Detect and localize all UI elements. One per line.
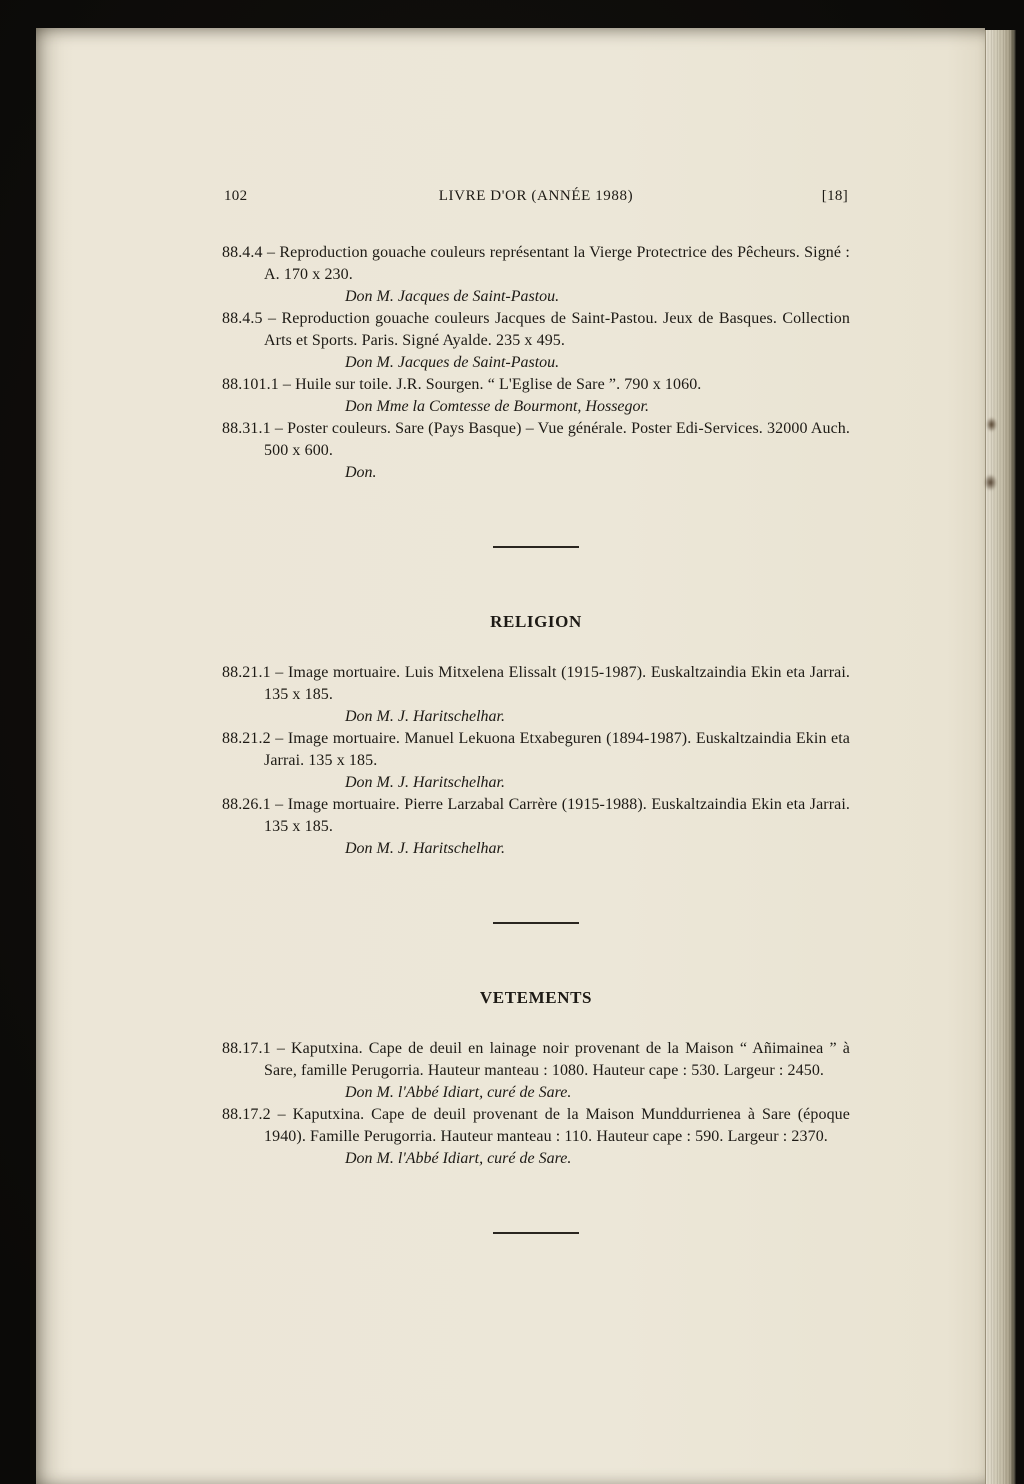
donor-line: Don Mme la Comtesse de Bourmont, Hossegor. xyxy=(345,398,649,415)
stain-mark xyxy=(984,474,997,491)
donor-line: Don. xyxy=(345,464,377,481)
section-divider xyxy=(493,1232,579,1234)
entry-description: Kaputxina. Cape de deuil en lainage noir provenant de la Maison “ Añimainea ” à Sare, famille Perugorria. Hauteur manteau : 1080. Hauteur cape : 530. Largeur : 2450. xyxy=(264,1040,850,1079)
section-heading-vetements: VETEMENTS xyxy=(479,988,593,1007)
entry-dash: – xyxy=(266,244,276,261)
entry-dash: – xyxy=(275,664,284,681)
donor-line: Don M. J. Haritschelhar. xyxy=(345,708,505,725)
catalog-entry xyxy=(222,308,850,352)
stain-mark xyxy=(986,417,997,432)
catalog-entry xyxy=(222,794,850,838)
donor-line: Don M. J. Haritschelhar. xyxy=(345,774,505,791)
running-title: LIVRE D'OR (ANNÉE 1988) xyxy=(438,188,634,204)
catalog-entry xyxy=(222,662,850,706)
entry-dash: – xyxy=(274,420,283,437)
entry-description: Image mortuaire. Manuel Lekuona Etxabeguren (1894-1987). Euskaltzaindia Ekin eta Jarrai. 135 x 185. xyxy=(264,730,850,769)
donor-line: Don M. l'Abbé Idiart, curé de Sare. xyxy=(345,1084,572,1101)
catalog-entry xyxy=(222,374,850,396)
entry-id: 88.21.1 xyxy=(222,664,271,681)
catalog-section-vetements xyxy=(222,1038,850,1170)
catalog-entry xyxy=(222,418,850,462)
entry-dash: – xyxy=(277,1106,286,1123)
entry-dash: – xyxy=(275,796,284,813)
entry-dash: – xyxy=(282,376,292,393)
entry-description: Poster couleurs. Sare (Pays Basque) – Vue générale. Poster Edi-Services. 32000 Auch. 500 x 600. xyxy=(264,420,850,459)
book-page xyxy=(36,28,985,1484)
entry-id: 88.21.2 xyxy=(222,730,271,747)
entry-description: Huile sur toile. J.R. Sourgen. “ L'Eglise de Sare ”. 790 x 1060. xyxy=(295,376,702,393)
section-heading-religion: RELIGION xyxy=(490,612,582,631)
entry-description: Reproduction gouache couleurs représentant la Vierge Protectrice des Pêcheurs. Signé : A. 170 x 230. xyxy=(264,244,850,283)
entry-id: 88.31.1 xyxy=(222,420,271,437)
donor-line: Don M. Jacques de Saint-Pastou. xyxy=(345,288,560,305)
entry-dash: – xyxy=(268,310,277,327)
entry-dash: – xyxy=(276,1040,285,1057)
page-header xyxy=(222,188,850,209)
entry-id: 88.26.1 xyxy=(222,796,271,813)
entry-id: 88.4.4 xyxy=(222,244,263,261)
catalog-section-religion xyxy=(222,662,850,860)
entry-id: 88.17.1 xyxy=(222,1040,271,1057)
entry-description: Kaputxina. Cape de deuil provenant de la Maison Munddurrienea à Sare (époque 1940). Famille Perugorria. Hauteur manteau : 110. Hauteur cape : 590. Largeur : 2370. xyxy=(264,1106,850,1145)
section-divider xyxy=(493,546,579,548)
catalog-entry xyxy=(222,1104,850,1148)
section-divider xyxy=(493,922,579,924)
donor-line: Don M. l'Abbé Idiart, curé de Sare. xyxy=(345,1150,572,1167)
donor-line: Don M. Jacques de Saint-Pastou. xyxy=(345,354,560,371)
page-edge-stack xyxy=(985,30,1016,1484)
entry-description: Reproduction gouache couleurs Jacques de Saint-Pastou. Jeux de Basques. Collection Arts et Sports. Paris. Signé Ayalde. 235 x 495. xyxy=(264,310,850,349)
entry-id: 88.4.5 xyxy=(222,310,263,327)
catalog-entry xyxy=(222,728,850,772)
catalog-entry xyxy=(222,1038,850,1082)
catalog-section-artworks xyxy=(222,242,850,484)
entry-id: 88.17.2 xyxy=(222,1106,271,1123)
entry-description: Image mortuaire. Luis Mitxelena Elissalt (1915-1987). Euskaltzaindia Ekin eta Jarrai. 135 x 185. xyxy=(264,664,850,703)
entry-id: 88.101.1 xyxy=(222,376,279,393)
donor-line: Don M. J. Haritschelhar. xyxy=(345,840,505,857)
entry-description: Image mortuaire. Pierre Larzabal Carrère (1915-1988). Euskaltzaindia Ekin eta Jarrai. 135 x 185. xyxy=(264,796,850,835)
page-content xyxy=(222,28,850,1296)
page-number: 102 xyxy=(224,188,248,204)
folio-number: [18] xyxy=(821,188,848,204)
catalog-entry xyxy=(222,242,850,286)
entry-dash: – xyxy=(275,730,284,747)
